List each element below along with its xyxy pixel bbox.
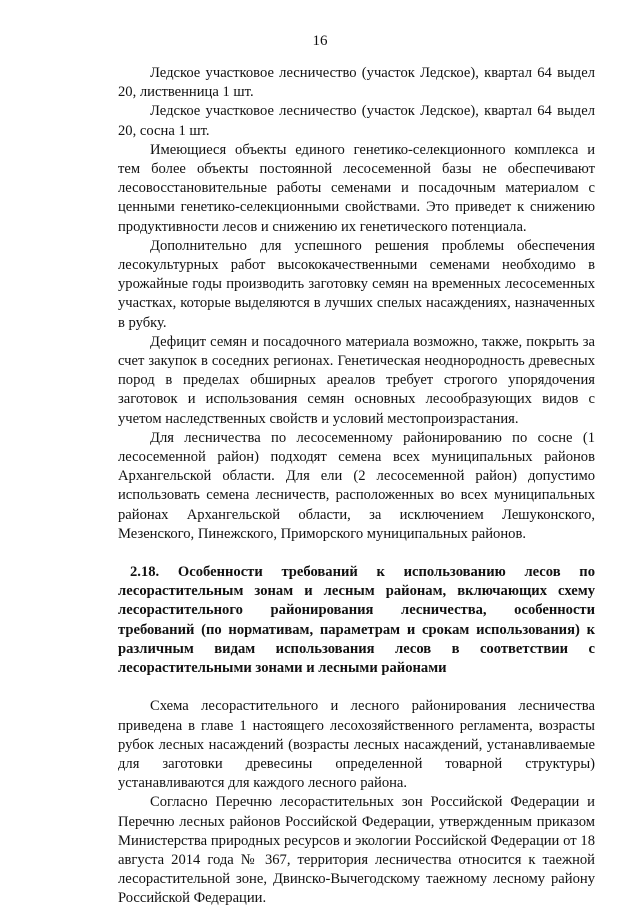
- paragraph-seed-zoning: Для лесничества по лесосеменному районированию по сосне (1 лесосеменной район) подходят семена всех муниципальных районов Архангельской области. Для ели (2 лесосеменной район) допустимо использовать семена лесничеств, расположенных во всех муниципальных районах Архангельской области, за исключением Лешуконского, Мезенского, Пинежского, Приморского муниципальных районов.: [118, 429, 595, 542]
- paragraph-ledskoe-pine: Ледское участковое лесничество (участок Ледское), квартал 64 выдел 20, сосна 1 шт.: [118, 103, 595, 139]
- section-heading: 2.18. Особенности требований к использованию лесов по лесорастительным зонам и лесным районам, включающих схему лесорастительного районирования лесничества, особенности требований (по нормативам, параметрам и срокам использования) к различным видам использования лесов в соответствии с лесорастительными зонами и лесными районами: [118, 564, 595, 677]
- paragraph-zoning-scheme: Схема лесорастительного и лесного районирования лесничества приведена в главе 1 настоящего лесохозяйственного регламента, возрасты рубок лесных насаждений (возрасты лесных насаждений, устанавливаемые для заготовки древесины определенной товарной структуры) устанавливаются для каждого лесного района.: [118, 698, 595, 792]
- page-number: 16: [312, 33, 328, 49]
- paragraph-genetic-complex: Имеющиеся объекты единого генетико-селекционного комплекса и тем более объекты постоянной лесосеменной базы не обеспечивают лесовосстановительные работы семенами и посадочным материалом с ценными генетико-селекционными свойствами. Это приведет к снижению продуктивности лесов и снижению их генетического потенциала.: [118, 141, 595, 235]
- paragraph-forest-zones-list: Согласно Перечню лесорастительных зон Российской Федерации и Перечню лесных районов Российской Федерации, утвержденным приказом Министерства природных ресурсов и экологии Российской Федерации от 18 августа 2014 года № 367, территория лесничества относится к таежной лесорастительной зоне, Двинско-Вычегодскому таежному лесному району Российской Федерации.: [118, 794, 595, 907]
- document-body: [118, 64, 595, 909]
- paragraph-seed-deficit: Дефицит семян и посадочного материала возможно, также, покрыть за счет закупок в соседних регионах. Генетическая неоднородность древесных пород в пределах обширных ареалов требует строгого упорядочения заготовок и использования семян основных лесообразующих видов с учетом наследственных свойств и условий местопроизрастания.: [118, 333, 595, 427]
- paragraph-seed-harvesting: Дополнительно для успешного решения проблемы обеспечения лесокультурных работ высококачественными семенами необходимо в урожайные годы производить заготовку семян на временных лесосеменных участках, которые выделяются в лучших спелых насаждениях, назначенных в рубку.: [118, 237, 595, 331]
- paragraph-ledskoe-larch: Ледское участковое лесничество (участок Ледское), квартал 64 выдел 20, лиственница 1 шт.: [118, 65, 595, 101]
